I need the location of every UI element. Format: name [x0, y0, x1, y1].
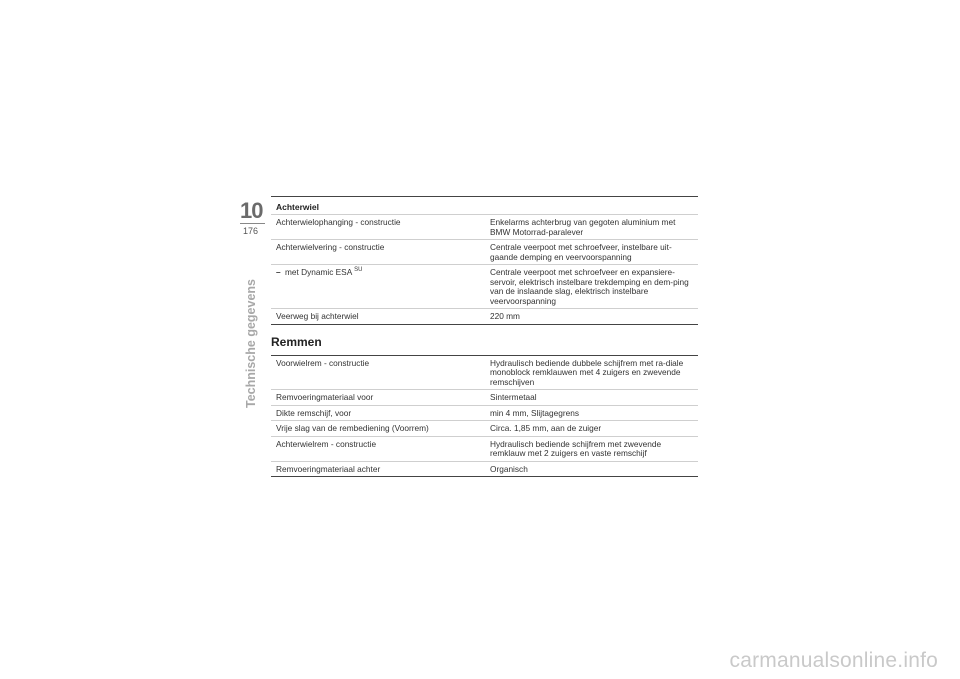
row-label: Vrije slag van de rembediening (Voorrem)	[276, 423, 429, 433]
table-row	[271, 462, 698, 478]
row-value: Centrale veerpoot met schroefveer en expansiere-servoir, elektrisch instelbare trekdemping en dem-ping van de inslaande slag, elektrisch instelbare veervoorspanning	[490, 267, 689, 306]
row-value: min 4 mm, Slijtagegrens	[490, 407, 579, 418]
row-value: Circa. 1,85 mm, aan de zuiger	[490, 423, 602, 433]
row-label: Achterwielophanging - constructie	[276, 217, 401, 227]
row-value: Enkelarms achterbrug van gegoten aluminium met BMW Motorrad-paralever	[490, 217, 676, 237]
row-value: 220 mm	[490, 311, 520, 321]
row-value: Centrale veerpoot met schroefveer, instelbare uit-gaande demping en veervoorspanning	[490, 242, 672, 262]
option-superscript: SU	[354, 267, 363, 274]
chapter-number: 10	[240, 198, 263, 223]
row-label: Dikte remschijf, voor	[276, 407, 352, 418]
row-label-text: met Dynamic ESA	[284, 267, 352, 277]
chapter-divider	[240, 223, 265, 224]
page-number: 176	[243, 226, 259, 236]
table-row	[271, 356, 698, 391]
table-row	[271, 390, 698, 406]
row-label: Veerweg bij achterwiel	[276, 311, 359, 321]
site-watermark: carmanualsonline.info	[729, 649, 938, 672]
remmen-title: Remmen	[271, 334, 322, 349]
dash-bullet: –	[276, 267, 281, 277]
row-value: Organisch	[490, 463, 528, 474]
table-row	[271, 406, 698, 422]
table-row	[271, 215, 698, 240]
table-row	[271, 437, 698, 462]
row-label: Remvoeringmateriaal achter	[276, 463, 381, 474]
row-label: Achterwielrem - constructie	[276, 438, 377, 449]
table-row	[271, 309, 698, 325]
row-value: Hydraulisch bediende dubbele schijfrem met ra-diale monoblock remklauwen met 4 zuigers en zwevende remschijven	[490, 357, 684, 387]
row-label	[271, 265, 485, 308]
table-row	[271, 240, 698, 265]
achterwiel-header: Achterwiel	[271, 197, 698, 215]
table-row	[271, 265, 698, 309]
row-value: Sintermetaal	[490, 392, 537, 402]
spec-content	[271, 196, 698, 477]
row-value: Hydraulisch bediende schijfrem met zwevende remklauw met 2 zuigers en vaste remschijf	[490, 438, 662, 458]
table-row	[271, 421, 698, 437]
row-label: Achterwielvering - constructie	[276, 242, 385, 252]
chapter-side-title: Technische gegevens	[244, 279, 258, 408]
row-label: Remvoeringmateriaal voor	[276, 392, 374, 402]
row-label: Voorwielrem - constructie	[276, 357, 370, 368]
